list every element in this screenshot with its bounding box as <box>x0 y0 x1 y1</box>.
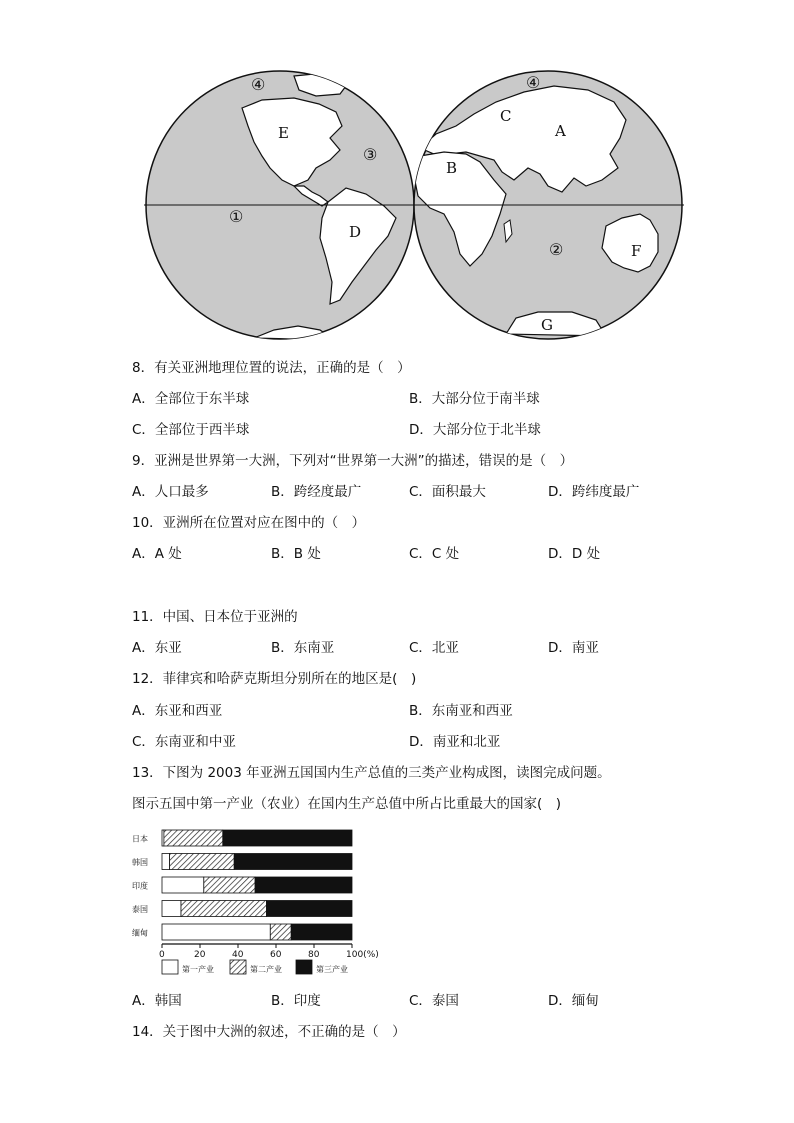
q10-option-a[interactable]: A．A 处 <box>132 546 182 562</box>
gdp-industry-structure-chart <box>130 826 379 982</box>
q8-option-d[interactable]: D．大部分位于北半球 <box>409 422 541 438</box>
q9-option-c[interactable]: C．面积最大 <box>409 484 486 500</box>
category-label: 印度 <box>132 881 148 891</box>
bar-segment-series-2 <box>170 854 235 870</box>
q13-option-d[interactable]: D．缅甸 <box>548 993 599 1009</box>
q12-option-a[interactable]: A．东亚和西亚 <box>132 703 223 719</box>
label-ocean-4-east: ④ <box>526 73 541 92</box>
category-label: 韩国 <box>132 858 148 867</box>
q12-option-c[interactable]: C．东南亚和中亚 <box>132 734 236 750</box>
label-ocean-4-west: ④ <box>251 75 266 94</box>
label-A: A <box>555 122 566 140</box>
q9-option-d[interactable]: D．跨纬度最广 <box>548 484 640 500</box>
x-tick-label: 80 <box>308 950 320 960</box>
q11-option-d[interactable]: D．南亚 <box>548 640 599 656</box>
x-tick-label: 0 <box>159 950 165 960</box>
bar-segment-series-2 <box>181 901 267 917</box>
label-ocean-2: ② <box>549 240 564 259</box>
x-tick-label: 100(%) <box>346 950 379 960</box>
question-10-stem: 10．亚洲所在位置对应在图中的（ ） <box>132 515 366 531</box>
bar-segment-series-1 <box>162 924 270 940</box>
q13-option-a[interactable]: A．韩国 <box>132 993 182 1009</box>
q8-option-b[interactable]: B．大部分位于南半球 <box>409 391 540 407</box>
x-tick-label: 40 <box>232 950 244 960</box>
bar-segment-series-1 <box>162 901 181 917</box>
legend-swatch <box>230 960 246 974</box>
label-F: F <box>631 242 642 260</box>
question-9-stem: 9．亚洲是世界第一大洲，下列对“世界第一大洲”的描述，错误的是（ ） <box>132 453 574 469</box>
q10-option-c[interactable]: C．C 处 <box>409 546 460 562</box>
bar-segment-series-1 <box>162 854 170 870</box>
bar-segment-series-2 <box>270 924 291 940</box>
legend-swatch <box>296 960 312 974</box>
label-E: E <box>278 124 289 142</box>
q10-option-d[interactable]: D．D 处 <box>548 546 601 562</box>
q11-option-b[interactable]: B．东南亚 <box>271 640 335 656</box>
question-14-stem: 14．关于图中大洲的叙述，不正确的是（ ） <box>132 1024 406 1040</box>
label-C: C <box>500 107 512 125</box>
bar-segment-series-3 <box>267 901 353 917</box>
legend-label: 第一产业 <box>182 965 214 974</box>
question-13-stem: 13．下图为 2003 年亚洲五国国内生产总值的三类产业构成图，读图完成问题。 <box>132 765 611 781</box>
legend-label: 第二产业 <box>250 965 282 974</box>
question-13-substem: 图示五国中第一产业（农业）在国内生产总值中所占比重最大的国家( ) <box>132 796 562 812</box>
q11-option-a[interactable]: A．东亚 <box>132 640 182 656</box>
q12-option-d[interactable]: D．南亚和北亚 <box>409 734 501 750</box>
question-8-stem: 8．有关亚洲地理位置的说法，正确的是（ ） <box>132 360 411 376</box>
legend-label: 第三产业 <box>316 965 348 974</box>
q12-option-b[interactable]: B．东南亚和西亚 <box>409 703 513 719</box>
q8-option-c[interactable]: C．全部位于西半球 <box>132 422 250 438</box>
q10-option-b[interactable]: B．B 处 <box>271 546 321 562</box>
x-tick-label: 20 <box>194 950 206 960</box>
q13-option-c[interactable]: C．泰国 <box>409 993 459 1009</box>
bar-segment-series-3 <box>223 830 352 846</box>
label-G: G <box>541 316 553 334</box>
q8-option-a[interactable]: A．全部位于东半球 <box>132 391 250 407</box>
q9-option-b[interactable]: B．跨经度最广 <box>271 484 362 500</box>
x-tick-label: 60 <box>270 950 282 960</box>
label-ocean-1: ① <box>229 207 244 226</box>
bar-segment-series-2 <box>204 877 255 893</box>
label-ocean-3: ③ <box>363 145 378 164</box>
bar-segment-series-3 <box>291 924 352 940</box>
q11-option-c[interactable]: C．北亚 <box>409 640 459 656</box>
world-hemisphere-map <box>144 68 684 342</box>
category-label: 泰国 <box>132 905 148 914</box>
question-11-stem: 11．中国、日本位于亚洲的 <box>132 609 298 625</box>
bar-segment-series-3 <box>255 877 352 893</box>
label-D: D <box>349 223 362 241</box>
legend-swatch <box>162 960 178 974</box>
category-label: 缅甸 <box>132 928 148 938</box>
bar-segment-series-1 <box>162 877 204 893</box>
category-label: 日本 <box>132 834 148 844</box>
question-12-stem: 12．菲律宾和哈萨克斯坦分别所在的地区是( ) <box>132 671 417 687</box>
bar-segment-series-2 <box>164 830 223 846</box>
q13-option-b[interactable]: B．印度 <box>271 993 321 1009</box>
label-B: B <box>446 159 458 177</box>
q9-option-a[interactable]: A．人口最多 <box>132 484 209 500</box>
bar-segment-series-3 <box>234 854 352 870</box>
